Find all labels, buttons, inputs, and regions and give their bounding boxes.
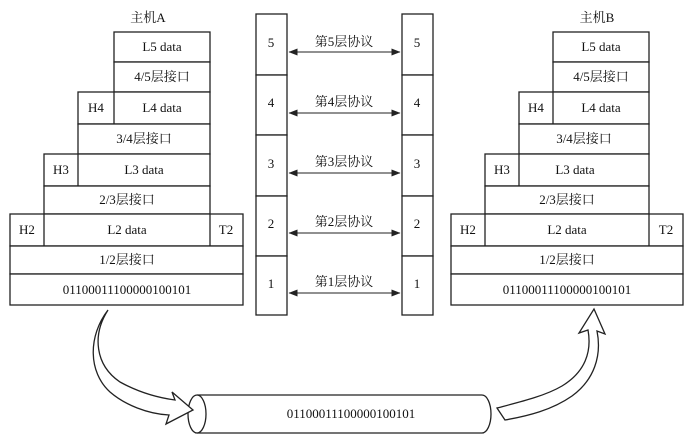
- host-b-interface-4-5: 4/5层接口: [573, 69, 629, 84]
- host-b-l2-data: L2 data: [547, 222, 587, 237]
- right-layer-4: 4: [413, 95, 421, 110]
- protocol-label-5: 第5层协议: [314, 34, 374, 49]
- protocol-label-1: 第1层协议: [314, 274, 374, 289]
- left-layer-3: 3: [267, 156, 275, 171]
- host-a-h4-header: H4: [88, 100, 104, 115]
- host-b-t2-trailer: T2: [658, 222, 674, 237]
- host-b-h4-header: H4: [528, 100, 544, 115]
- host-b-h2-header: H2: [460, 222, 476, 237]
- right-layer-3: 3: [413, 156, 421, 171]
- right-layer-1: 1: [413, 276, 421, 291]
- host-a-bitstream: 01100011100000100101: [62, 282, 192, 297]
- host-b-title: 主机B: [579, 10, 615, 25]
- host-a-title: 主机A: [130, 10, 166, 25]
- host-b-interface-1-2: 1/2层接口: [539, 252, 595, 267]
- host-b-h3-header: H3: [494, 162, 510, 177]
- protocol-label-2: 第2层协议: [314, 214, 374, 229]
- curved-arrow-down-left: [93, 310, 193, 424]
- left-layer-4: 4: [267, 95, 275, 110]
- right-layer-2: 2: [413, 216, 421, 231]
- host-b-l4-data: L4 data: [581, 100, 621, 115]
- host-a-l5-data: L5 data: [142, 39, 182, 54]
- host-a-l3-data: L3 data: [124, 162, 164, 177]
- host-a-h3-header: H3: [53, 162, 69, 177]
- host-a-stack: [10, 10, 243, 305]
- curved-arrow-up-right: [497, 309, 605, 420]
- protocol-arrows: [289, 34, 400, 293]
- left-layer-1: 1: [267, 276, 275, 291]
- host-a-l2-data: L2 data: [107, 222, 147, 237]
- protocol-label-4: 第4层协议: [314, 94, 374, 109]
- host-a-t2-trailer: T2: [218, 222, 234, 237]
- transmission-medium: [188, 395, 491, 433]
- medium-tube-end: [188, 395, 206, 433]
- right-layer-5: 5: [413, 35, 421, 50]
- host-a-l4-data: L4 data: [142, 100, 182, 115]
- host-a-interface-1-2: 1/2层接口: [99, 252, 155, 267]
- host-b-l5-data: L5 data: [581, 39, 621, 54]
- host-b-bitstream: 01100011100000100101: [502, 282, 632, 297]
- medium-bitstream: 01100011100000100101: [286, 406, 416, 421]
- host-a-interface-3-4: 3/4层接口: [116, 131, 172, 146]
- host-a-h2-header: H2: [19, 222, 35, 237]
- host-a-interface-4-5: 4/5层接口: [134, 69, 190, 84]
- left-layer-5: 5: [267, 35, 275, 50]
- host-a-interface-2-3: 2/3层接口: [99, 192, 155, 207]
- left-layer-2: 2: [267, 216, 275, 231]
- host-b-stack: [451, 10, 683, 305]
- host-b-interface-2-3: 2/3层接口: [539, 192, 595, 207]
- host-b-interface-3-4: 3/4层接口: [556, 131, 612, 146]
- host-b-l3-data: L3 data: [555, 162, 595, 177]
- protocol-label-3: 第3层协议: [314, 154, 374, 169]
